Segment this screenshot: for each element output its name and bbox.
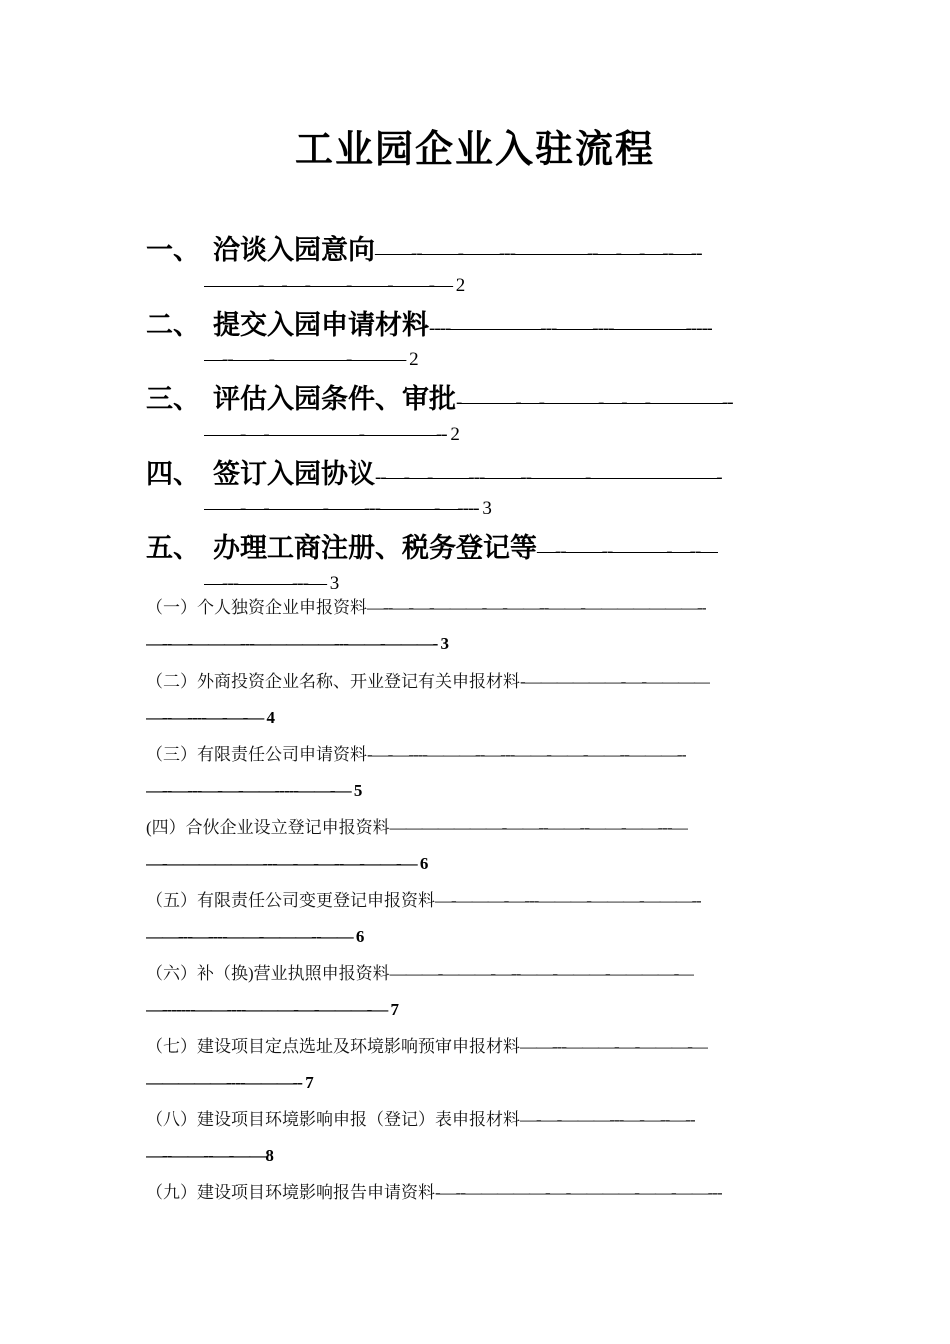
toc-page-number: 8 xyxy=(265,1146,274,1165)
toc-entry-3[interactable] xyxy=(146,381,733,421)
toc-subentry-5-continuation xyxy=(146,925,364,949)
toc-leader: ----—————---——----————----- xyxy=(429,318,713,339)
toc-page-number: 6 xyxy=(355,927,365,946)
toc-number: 四、 xyxy=(146,459,200,489)
toc-subentry-8[interactable] xyxy=(146,1108,695,1132)
toc-number: 五、 xyxy=(146,533,200,563)
toc-leader: —--—----—-—-— xyxy=(146,708,264,727)
toc-number: 一、 xyxy=(146,235,200,265)
toc-leader: —-——————---—-—-—--—-——-— xyxy=(146,854,417,873)
toc-heading: 洽谈入园意向 xyxy=(213,235,375,265)
toc-subheading: （七）建设项目定点选址及环境影响预审申报材料 xyxy=(146,1037,520,1056)
toc-subentry-7[interactable] xyxy=(146,1035,708,1059)
toc-entry-2[interactable] xyxy=(146,307,712,347)
toc-entry-2-continuation xyxy=(204,347,419,373)
toc-leader: —-—-———---—-—--—-- xyxy=(520,1110,695,1129)
toc-subentry-6[interactable] xyxy=(146,962,694,986)
toc-number: 三、 xyxy=(146,384,200,414)
toc-leader: -—-—----———--—---——-——-——--———-- xyxy=(367,745,687,764)
toc-subheading: （八）建设项目环境影响申报（登记）表申报材料 xyxy=(146,1110,520,1129)
toc-subentry-7-continuation xyxy=(146,1071,314,1095)
toc-heading: 评估入园条件、审批 xyxy=(213,384,456,414)
toc-page-number: 2 xyxy=(450,424,460,445)
toc-leader: ——-—-———-——---———-—---- xyxy=(204,498,479,519)
toc-subentry-5[interactable] xyxy=(146,889,701,913)
toc-subentry-2[interactable] xyxy=(146,670,710,694)
toc-leader: —--——--—-—— xyxy=(146,1146,266,1165)
toc-subentry-4-continuation xyxy=(146,852,428,876)
toc-leader: ———-—-—-——-——-——-— xyxy=(204,275,452,296)
toc-page-number: 2 xyxy=(409,349,419,370)
toc-leader: ——---———-—-———-— xyxy=(520,1037,708,1056)
toc-page-number: 3 xyxy=(482,498,492,519)
toc-heading: 签订入园协议 xyxy=(213,459,375,489)
toc-subheading: (四）合伙企业设立登记申报资料 xyxy=(146,818,390,837)
toc-leader: —--—-———---—————---——-———- xyxy=(146,634,438,653)
toc-leader: --—-—-——---——--———-———————- xyxy=(375,467,722,488)
toc-subheading: （一）个人独资企业申报资料 xyxy=(146,598,367,617)
toc-leader: —--—-—-———-—-——--——-———————-- xyxy=(367,598,707,617)
toc-page-number: 5 xyxy=(353,781,363,800)
toc-subentry-1[interactable] xyxy=(146,596,706,620)
toc-page-number: 7 xyxy=(305,1073,314,1092)
toc-leader: ——-—-—————-————-- xyxy=(204,424,447,445)
document-title: 工业园企业入驻流程 xyxy=(294,126,655,171)
toc-page-number: 6 xyxy=(419,854,429,873)
toc-subentry-3-continuation xyxy=(146,779,362,803)
toc-heading: 提交入园申请材料 xyxy=(213,310,429,340)
toc-entry-4[interactable] xyxy=(146,456,722,496)
toc-entry-1[interactable] xyxy=(146,232,702,272)
toc-leader: —--——--———-—--— xyxy=(537,541,719,562)
toc-page-number: 3 xyxy=(440,634,450,653)
toc-subheading: （九）建设项目环境影响报告申请资料 xyxy=(146,1183,435,1202)
toc-entry-3-continuation xyxy=(204,422,460,448)
toc-subentry-2-continuation xyxy=(146,706,275,730)
toc-leader: ——---—----——-———--—— xyxy=(146,927,353,946)
toc-subentry-8-continuation xyxy=(146,1144,274,1168)
toc-number: 二、 xyxy=(146,310,200,340)
toc-page-number: 4 xyxy=(266,708,276,727)
toc-subheading: （六）补（换)营业执照申报资料 xyxy=(146,964,390,983)
toc-subentry-4[interactable] xyxy=(146,816,688,840)
toc-leader: ——--——-——---————--—-—-—--—-- xyxy=(375,243,702,264)
toc-subheading: （五）有限责任公司变更登记申报资料 xyxy=(146,891,435,910)
toc-leader: -——————-—-———— xyxy=(520,672,710,691)
toc-leader: —-------——----———-—-———-— xyxy=(146,1000,388,1019)
toc-subentry-9[interactable] xyxy=(146,1181,722,1205)
toc-page-number: 2 xyxy=(455,275,466,296)
toc-entry-1-continuation xyxy=(204,273,465,299)
toc-subentry-3[interactable] xyxy=(146,743,686,767)
toc-leader: —--—---—-—-——-----——-— xyxy=(146,781,351,800)
toc-leader: —--——-————-——— xyxy=(204,349,410,370)
toc-leader: —————----———-- xyxy=(146,1073,302,1092)
toc-leader: -—--—————-—-————-——-——--- xyxy=(435,1183,722,1202)
toc-entry-5[interactable] xyxy=(146,530,718,570)
toc-leader: -———-—-———-—-—-————-- xyxy=(456,392,733,413)
toc-subentry-1-continuation xyxy=(146,632,449,656)
toc-heading: 办理工商注册、税务登记等 xyxy=(213,533,537,563)
toc-subheading: （三）有限责任公司申请资料 xyxy=(146,745,367,764)
toc-leader: —-———-—---———-———-———-- xyxy=(435,891,701,910)
toc-page-number: 7 xyxy=(390,1000,400,1019)
toc-leader: ———————-——--——--——-——---— xyxy=(389,818,688,837)
toc-entry-5-continuation xyxy=(204,571,339,597)
toc-entry-4-continuation xyxy=(204,496,492,522)
toc-page-number: 3 xyxy=(329,573,340,594)
toc-subentry-6-continuation xyxy=(146,998,399,1022)
toc-leader: ———-———-—--——-———-————-— xyxy=(389,964,695,983)
toc-subheading: （二）外商投资企业名称、开业登记有关申报材料 xyxy=(146,672,520,691)
toc-leader: —---———---— xyxy=(204,573,326,594)
